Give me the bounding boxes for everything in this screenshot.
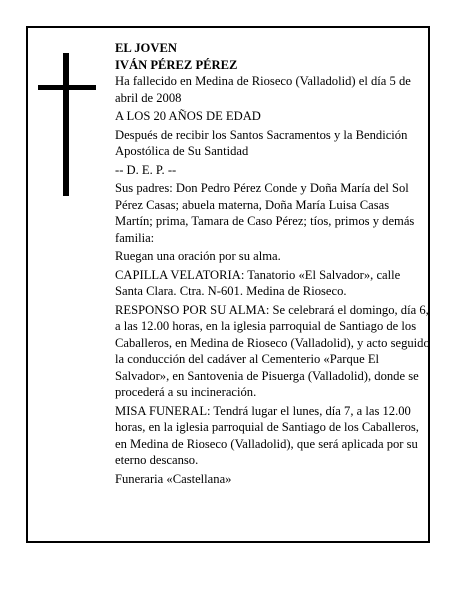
cross-vertical-bar — [63, 53, 69, 196]
latin-cross-icon — [38, 53, 96, 196]
title-line-1: EL JOVEN — [115, 41, 177, 55]
chapel-paragraph: CAPILLA VELATORIA: Tanatorio «El Salvador», calle Santa Clara. Ctra. N-601. Medina de Rioseco. — [115, 267, 401, 298]
funeral-home-line: Funeraria «Castellana» — [115, 471, 232, 486]
dep-line: -- D. E. P. -- — [115, 162, 177, 177]
obituary-text — [115, 40, 430, 487]
cross-horizontal-bar — [38, 85, 96, 90]
age-line: A LOS 20 AÑOS DE EDAD — [115, 109, 261, 123]
prayer-line: Ruegan una oración por su alma. — [115, 249, 281, 263]
sacraments-line: Después de recibir los Santos Sacramentos y la Bendición Apostólica de Su Santidad — [115, 127, 408, 158]
responso-paragraph: RESPONSO POR SU ALMA: Se celebrará el domingo, día 6, a las 12.00 horas, en la iglesia parroquial de Santiago de los Caballeros, en Medina de Rioseco (Valladolid), y acto seguido la conducción del cadáver al Cementerio «Parque El Salvador», en Santovenia de Pisuerga (Valladolid), donde se procederá a su incineración. — [115, 302, 430, 399]
family-paragraph: Sus padres: Don Pedro Pérez Conde y Doña María del Sol Pérez Casas; abuela materna, Doña María Luisa Casas Martín; prima, Tamara de Caso Pérez; tíos, primos y demás familia: — [115, 181, 415, 245]
mass-paragraph: MISA FUNERAL: Tendrá lugar el lunes, día 7, a las 12.00 horas, en la iglesia parroquial de Santiago de los Caballeros, en Medina de Rioseco (Valladolid), que será aplicada por su eterno descanso. — [115, 403, 419, 467]
deceased-name: IVÁN PÉREZ PÉREZ — [115, 57, 238, 72]
death-announcement: Ha fallecido en Medina de Rioseco (Valladolid) el día 5 de abril de 2008 — [115, 74, 411, 105]
